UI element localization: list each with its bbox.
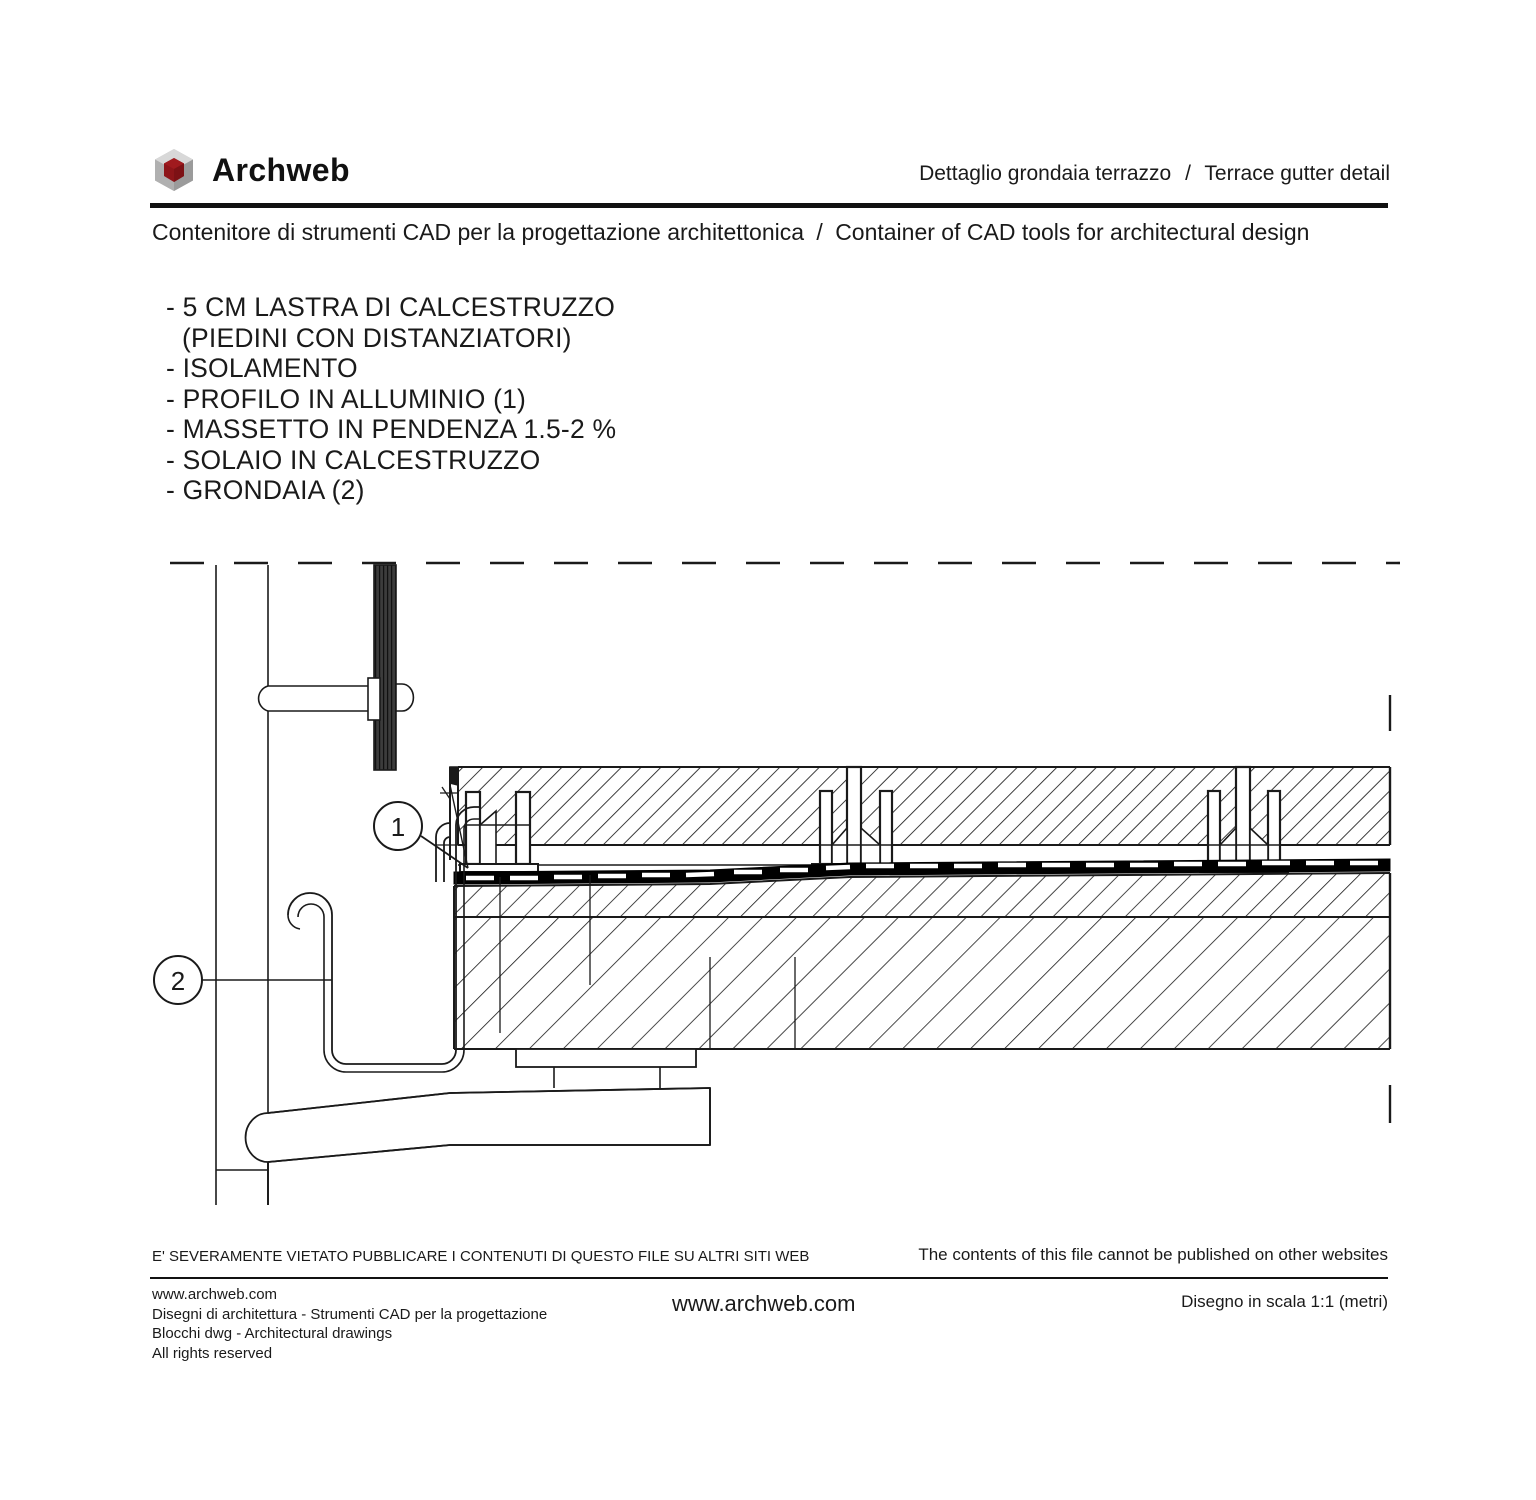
technical-drawing: [150, 545, 1400, 1205]
callout-2-label: 2: [170, 966, 186, 996]
footer-website-url[interactable]: www.archweb.com: [672, 1291, 856, 1316]
slab-support-plate: [516, 1049, 696, 1088]
copyright-notice-it: E' SEVERAMENTE VIETATO PUBBLICARE I CONTENUTI DI QUESTO FILE SU ALTRI SITI WEB: [152, 1248, 810, 1265]
callout-1[interactable]: [374, 785, 468, 868]
footer-info-block: [152, 1285, 547, 1363]
legend-line-2: - ISOLAMENTO: [166, 353, 358, 383]
sheet-subtitle-separator: /: [816, 219, 823, 245]
brand-logo: [150, 146, 350, 194]
sheet-header: [150, 140, 1390, 220]
footer-info-line-1: Disegni di architettura - Strumenti CAD per la progettazione: [152, 1305, 548, 1323]
footer-scale-note: Disegno in scala 1:1 (metri): [1181, 1292, 1388, 1311]
sheet-subtitle-it: Contenitore di strumenti CAD per la progettazione architettonica: [152, 219, 805, 245]
vertical-post: [374, 565, 396, 770]
legend-line-4: - MASSETTO IN PENDENZA 1.5-2 %: [166, 414, 617, 444]
sheet-title-separator: /: [1185, 162, 1191, 185]
sheet-subtitle: [152, 219, 1392, 246]
gutter-channel: [288, 807, 480, 1072]
sheet-title: [919, 162, 1390, 186]
sheet-title-it: Dettaglio grondaia terrazzo: [919, 162, 1172, 185]
gutter-support-bracket: [216, 1088, 710, 1205]
header-rule: [150, 203, 1388, 208]
footer-info-line-2: Blocchi dwg - Architectural drawings: [152, 1325, 393, 1342]
legend-line-6: - GRONDAIA (2): [166, 475, 365, 505]
legend-line-3: - PROFILO IN ALLUMINIO (1): [166, 383, 527, 414]
copyright-notice-en: The contents of this file cannot be published on other websites: [918, 1245, 1388, 1264]
legend-line-0: - 5 CM LASTRA DI CALCESTRUZZO: [166, 292, 616, 322]
brand-name: Archweb: [212, 152, 350, 188]
footer-info-line-0: www.archweb.com: [152, 1286, 278, 1303]
callout-2[interactable]: [154, 956, 332, 1004]
sheet-subtitle-en: Container of CAD tools for architectural design: [835, 219, 1310, 245]
materials-legend: [166, 292, 616, 506]
archweb-cube-logo-icon: [150, 146, 198, 194]
drawing-geometry: [154, 563, 1400, 1205]
parapet-wall: [216, 565, 268, 1170]
footer-rule: [150, 1277, 1388, 1279]
section-drawing-svg: [150, 545, 1400, 1205]
callout-1-label: 1: [390, 812, 406, 842]
footer-info-line-3: All rights reserved: [152, 1344, 273, 1362]
legend-line-5: - SOLAIO IN CALCESTRUZZO: [166, 444, 541, 475]
sheet-title-en: Terrace gutter detail: [1204, 162, 1390, 185]
legend-line-1: (PIEDINI CON DISTANZIATORI): [182, 322, 572, 353]
